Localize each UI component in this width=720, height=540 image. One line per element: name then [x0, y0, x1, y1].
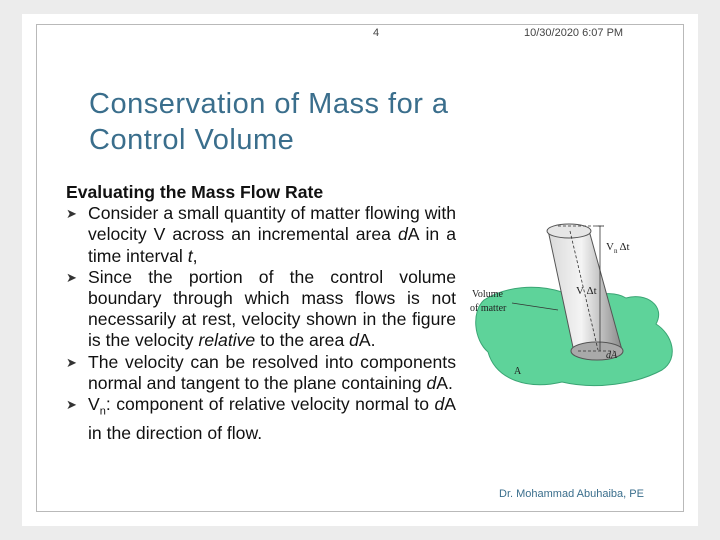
title-line-1: Conservation of Mass for a — [89, 88, 449, 120]
label-a: A — [514, 366, 522, 377]
bullet-item: ➤ Consider a small quantity of matter flowing with velocity V across an incremental area dA in a time interval t, — [66, 203, 456, 266]
label-da: dA — [606, 350, 618, 361]
arrow-bullet-icon: ➤ — [66, 206, 77, 222]
background-stripe — [0, 0, 22, 540]
background-stripe — [0, 526, 720, 540]
arrow-bullet-icon: ➤ — [66, 397, 77, 413]
bullet-item: ➤ The velocity can be resolved into components normal and tangent to the plane containing dA. — [66, 351, 456, 393]
section-heading: Evaluating the Mass Flow Rate — [66, 182, 324, 202]
bullet-item: ➤ $V_n$: component of relative velocity normal to dA in the direction of flow. — [66, 394, 456, 443]
bullet-item: ➤ Since the portion of the control volume boundary through which mass flows is not necessarily at rest, velocity shown in the figure is the velocity relative to the area dA. — [66, 266, 456, 351]
control-volume-figure — [466, 212, 686, 394]
slide-body — [66, 182, 456, 444]
title-line-2: Control Volume — [89, 124, 295, 156]
slide-title — [89, 86, 449, 158]
arrow-bullet-icon: ➤ — [66, 354, 77, 370]
label-vn: $V_n$ Δt — [606, 241, 630, 255]
footer-author: Dr. Mohammad Abuhaiba, PE — [499, 488, 644, 500]
background-stripe — [698, 0, 720, 540]
label-volume: Volume — [472, 289, 503, 300]
slide-number: 4 — [373, 27, 380, 39]
slide-date: 10/30/2020 6:07 PM — [524, 27, 624, 39]
label-v-dt: V Δt — [576, 285, 597, 297]
arrow-bullet-icon: ➤ — [66, 269, 77, 285]
label-matter: of matter — [470, 303, 507, 314]
background-stripe — [0, 0, 720, 14]
